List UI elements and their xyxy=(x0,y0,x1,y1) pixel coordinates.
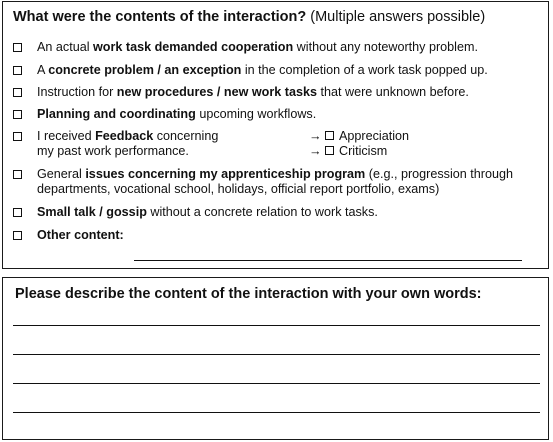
checkbox-apprenticeship-issues[interactable] xyxy=(13,170,22,179)
option-label: An actual work task demanded cooperation without any noteworthy problem. xyxy=(37,40,478,54)
contents-section xyxy=(2,1,549,269)
contents-question-note: (Multiple answers possible) xyxy=(306,9,486,25)
description-title: Please describe the content of the interaction with your own words: xyxy=(15,286,482,302)
contents-question-title xyxy=(13,9,485,25)
checkbox-other-content[interactable] xyxy=(13,231,22,240)
description-write-line[interactable] xyxy=(13,354,540,355)
option-label: Other content: xyxy=(37,228,124,242)
criticism-label: Criticism xyxy=(339,144,388,158)
checkbox-small-talk[interactable] xyxy=(13,208,22,217)
option-label: Planning and coordinating upcoming workflows. xyxy=(37,107,317,121)
checkbox-work-task-cooperation[interactable] xyxy=(13,43,22,52)
appreciation-label: Appreciation xyxy=(339,129,410,143)
checkbox-feedback[interactable] xyxy=(13,132,22,141)
feedback-choice-appreciation xyxy=(309,129,509,144)
arrow-right-icon: → xyxy=(309,129,322,143)
description-write-line[interactable] xyxy=(13,412,540,413)
other-content-write-line[interactable] xyxy=(134,260,522,261)
checkbox-new-procedures[interactable] xyxy=(13,88,22,97)
description-section xyxy=(2,277,549,440)
feedback-label: I received Feedback concerning my past work performance. xyxy=(37,129,219,158)
option-label: General issues concerning my apprenticeship program (e.g., progression through departments, vocational school, holidays, official report portfolio, exams) xyxy=(37,167,513,196)
contents-question-bold: What were the contents of the interaction? xyxy=(13,9,307,25)
checkbox-planning-coordinating[interactable] xyxy=(13,110,22,119)
checkbox-concrete-problem[interactable] xyxy=(13,66,22,75)
description-write-line[interactable] xyxy=(13,325,540,326)
option-label: A concrete problem / an exception in the completion of a work task popped up. xyxy=(37,63,488,77)
checkbox-appreciation[interactable] xyxy=(325,131,334,140)
option-label: Small talk / gossip without a concrete relation to work tasks. xyxy=(37,205,378,219)
feedback-choices xyxy=(309,129,509,159)
option-apprenticeship-issues xyxy=(13,167,543,199)
checkbox-criticism[interactable] xyxy=(325,146,334,155)
option-feedback xyxy=(13,129,543,161)
feedback-choice-criticism xyxy=(309,144,509,159)
arrow-right-icon: → xyxy=(309,144,322,158)
option-label: Instruction for new procedures / new work tasks that were unknown before. xyxy=(37,85,469,99)
description-write-line[interactable] xyxy=(13,383,540,384)
